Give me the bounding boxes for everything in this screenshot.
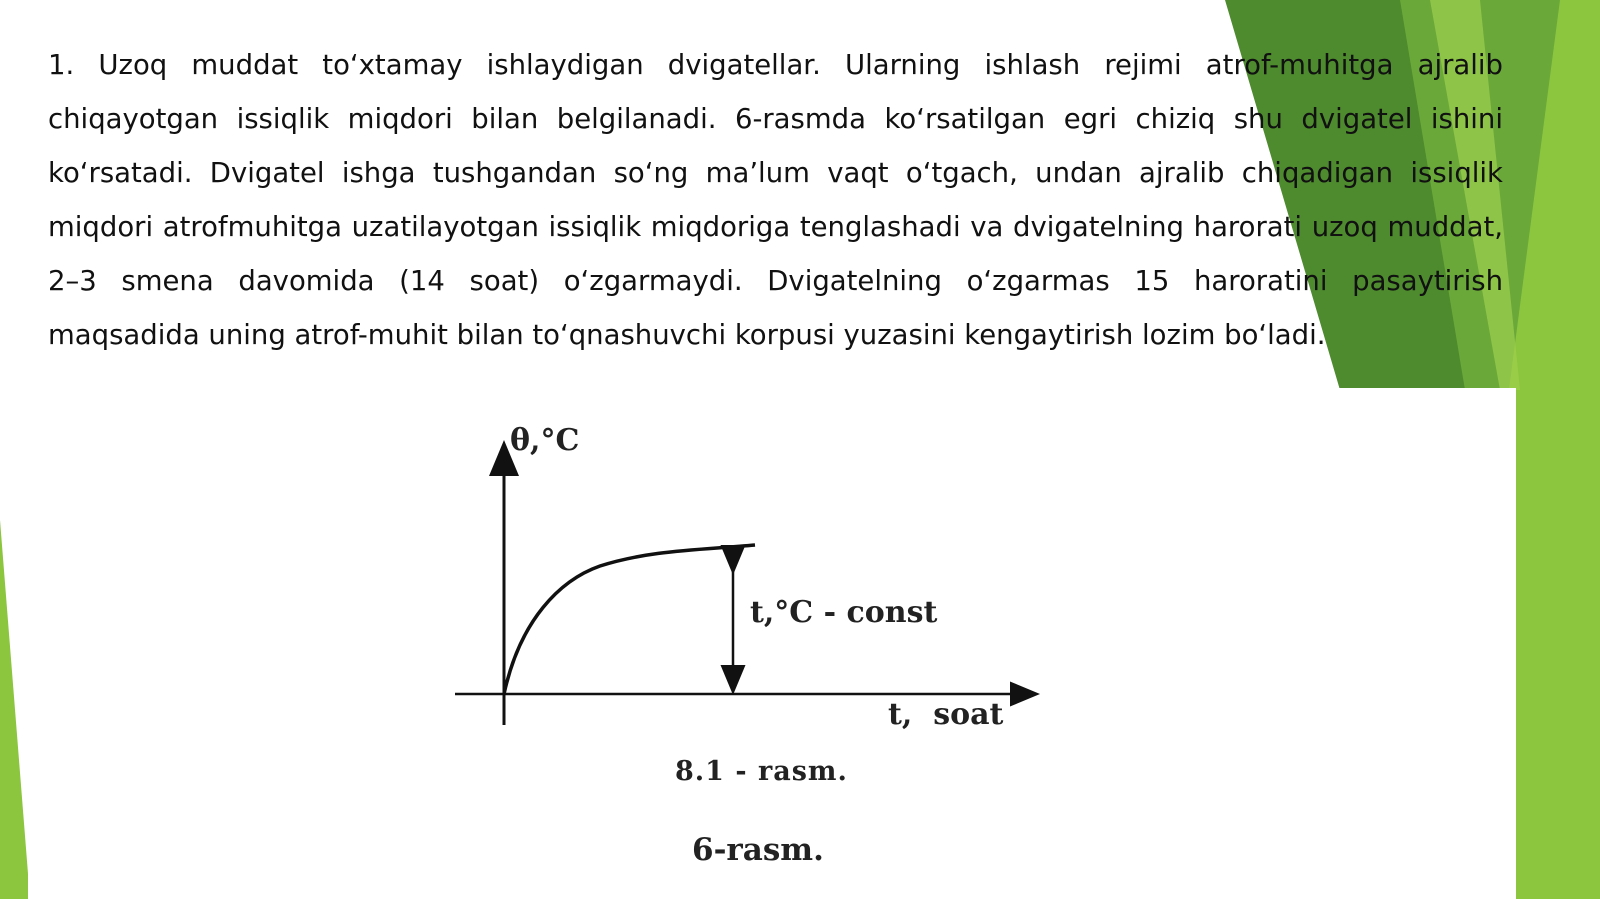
figure-caption-outer: 6-rasm.	[692, 832, 824, 868]
y-axis-label: θ,°C	[510, 423, 580, 458]
figure-caption-inner: 8.1 - rasm.	[675, 756, 848, 787]
body-paragraph: 1. Uzoq muddat to‘xtamay ishlaydigan dvigatellar. Ularning ishlash rejimi atrof-muhitga ajralib chiqayotgan issiqlik miqdori bilan belgilanadi. 6-rasmda ko‘rsatilgan egri chiziq shu dvigatel ishini ko‘rsatadi. Dvigatel ishga tushgandan so‘ng ma’lum vaqt o‘tgach, undan ajralib chiqadigan issiqlik miqdori atrofmuhitga uzatilayotgan issiqlik miqdoriga tenglashadi va dvigatelning harorati uzoq muddat, 2–3 smena davomida (14 soat) o‘zgarmaydi. Dvigatelning o‘zgarmas 15 haroratini pasaytirish maqsadida uning atrof-muhit bilan to‘qnashuvchi korpusi yuzasini kengaytirish lozim bo‘ladi.	[48, 49, 1503, 351]
constant-annotation: t,°C - const	[750, 595, 938, 630]
x-axis-label: t, soat	[888, 697, 1004, 732]
heating-curve	[504, 545, 755, 694]
